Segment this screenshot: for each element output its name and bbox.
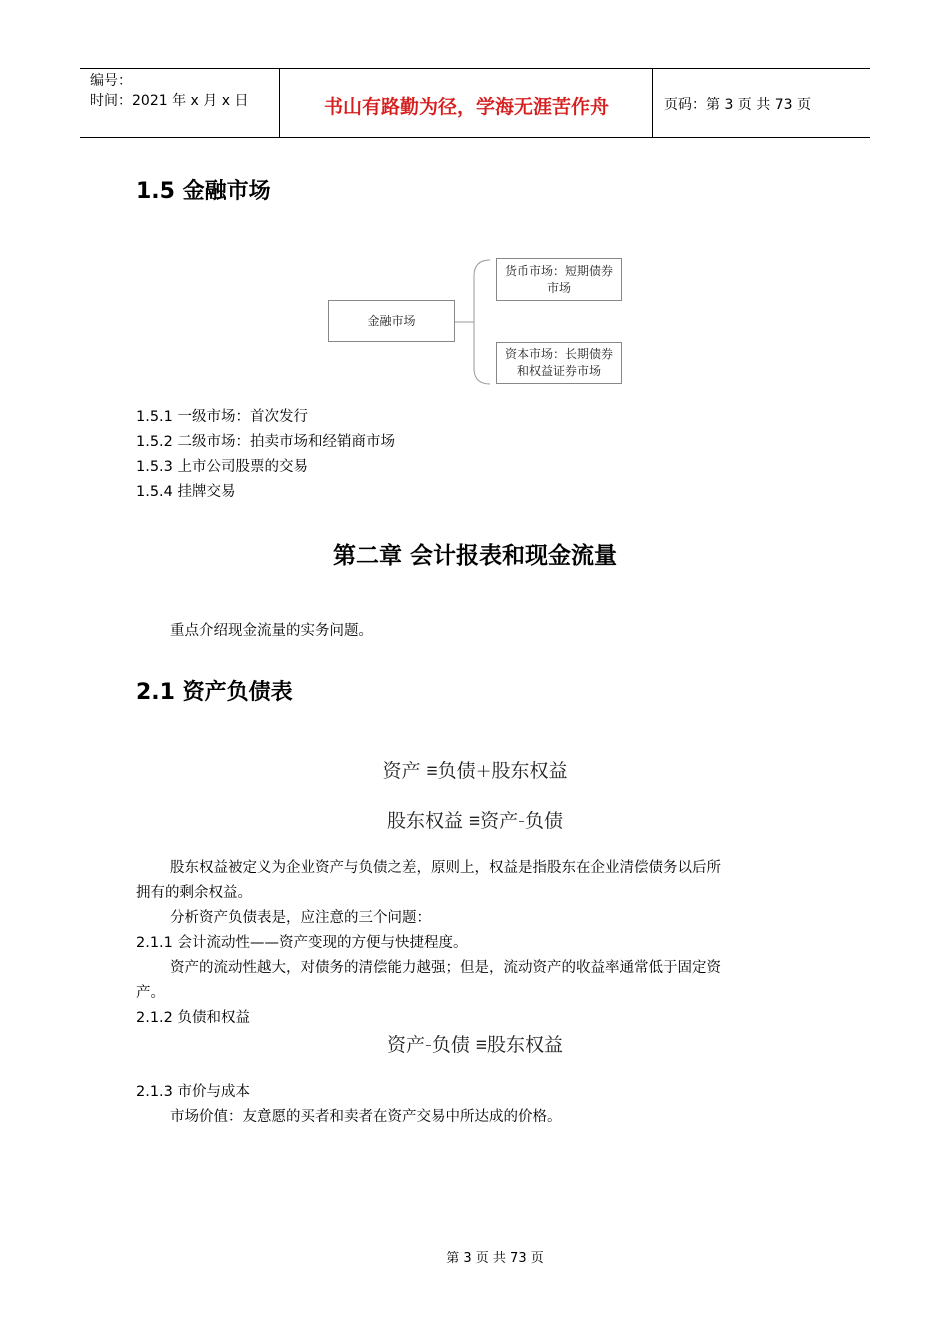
list-item: 2.1.3 市价与成本 (136, 1084, 251, 1100)
footer-page-number: 第 3 页 共 73 页 (446, 1251, 544, 1266)
equation-assets: 资产 ≡负债+股东权益 (382, 760, 568, 782)
header-motto: 书山有路勤为径，学海无涯苦作舟 (281, 69, 653, 137)
list-item: 1.5.3 上市公司股票的交易 (136, 459, 309, 475)
equation-net: 资产-负债 ≡股东权益 (387, 1034, 563, 1056)
list-item: 2.1.1 会计流动性——资产变现的方便与快捷程度。 (136, 935, 468, 951)
section-2-1-title: 2.1 资产负债表 (136, 680, 293, 705)
diagram-root-box (328, 300, 455, 342)
chapter-2-title: 第二章 会计报表和现金流量 (332, 543, 617, 569)
diagram-root-label: 金融市场 (367, 313, 416, 328)
diagram-money-market-box (496, 258, 622, 301)
paragraph: 资产的流动性越大，对债务的清偿能力越强；但是，流动资产的收益率通常低于固定资 (170, 960, 721, 976)
paragraph: 分析资产负债表是，应注意的三个问题： (170, 910, 431, 926)
diagram-money-market-line2: 市场 (546, 280, 571, 295)
list-item: 1.5.4 挂牌交易 (136, 484, 236, 500)
diagram-money-market-line1: 货币市场：短期债券 (504, 263, 613, 278)
paragraph: 市场价值：友意愿的买者和卖者在资产交易中所达成的价格。 (170, 1109, 562, 1125)
header-number: 编号： (90, 73, 132, 89)
financial-market-diagram (0, 0, 950, 400)
page-footer (0, 1247, 950, 1267)
chapter-2-intro: 重点介绍现金流量的实务问题。 (170, 623, 373, 639)
diagram-bracket (474, 260, 490, 384)
diagram-capital-market-line1: 资本市场：长期债券 (504, 347, 613, 361)
list-item: 1.5.1 一级市场：首次发行 (136, 409, 309, 425)
equation-equity: 股东权益 ≡资产-负债 (387, 810, 563, 832)
list-item: 1.5.2 二级市场：拍卖市场和经销商市场 (136, 434, 396, 450)
paragraph: 拥有的剩余权益。 (136, 885, 252, 901)
diagram-capital-market-box (496, 342, 622, 384)
paragraph: 产。 (136, 985, 165, 1001)
diagram-capital-market-line2: 和权益证券市场 (516, 364, 601, 378)
paragraph: 股东权益被定义为企业资产与负债之差，原则上，权益是指股东在企业清偿债务以后所 (170, 860, 721, 876)
header-page-info: 页码：第 3 页 共 73 页 (664, 97, 811, 113)
header-time: 时间：2021 年 x 月 x 日 (90, 93, 249, 109)
section-1-5-title: 1.5 金融市场 (136, 179, 271, 204)
list-item: 2.1.2 负债和权益 (136, 1010, 251, 1026)
